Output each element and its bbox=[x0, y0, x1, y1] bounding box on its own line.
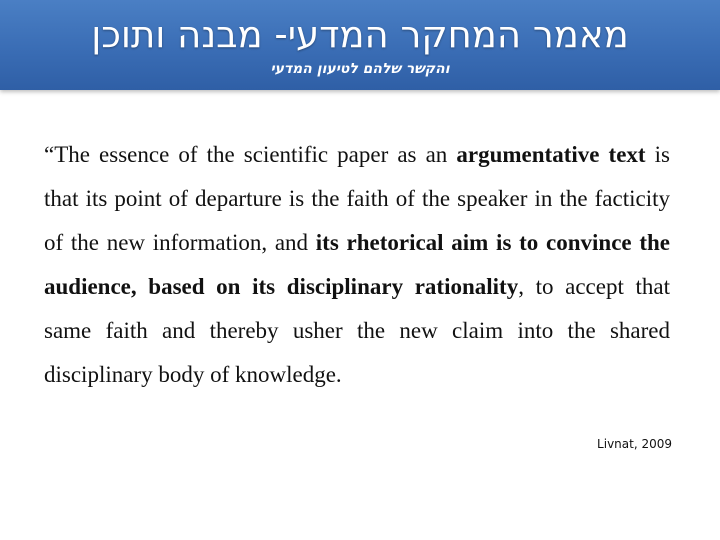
slide-subtitle: והקשר שלהם לטיעון המדעי bbox=[270, 61, 450, 77]
quote-paragraph bbox=[44, 133, 670, 397]
quote-text: , to accept that same faith and thereby usher the new claim into the shared disciplinary body of knowledge. bbox=[44, 274, 670, 387]
title-banner bbox=[0, 0, 720, 90]
quote-text: “The essence of the scientific paper as an bbox=[44, 142, 457, 167]
quote-text: is that its point of departure is the faith of the speaker in the facticity of the new information, and bbox=[44, 142, 670, 255]
slide-title: מאמר המחקר המדעי- מבנה ותוכן bbox=[91, 13, 629, 56]
quote-emphasis: argumentative text bbox=[456, 142, 646, 167]
citation: Livnat, 2009 bbox=[597, 437, 672, 451]
quote-emphasis: its rhetorical aim is to convince the audience, based on its disciplinary rationality bbox=[44, 230, 671, 299]
